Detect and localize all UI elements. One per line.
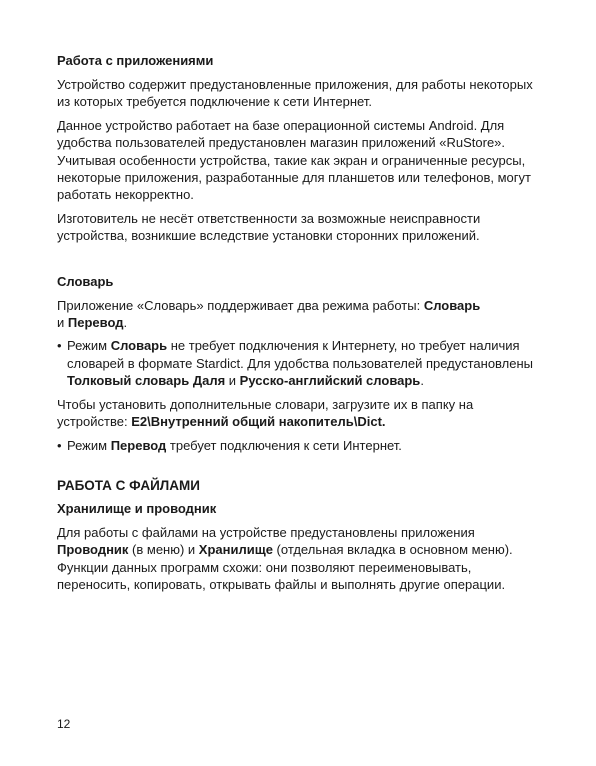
bold-term: Проводник — [57, 542, 129, 558]
text: Режим — [67, 338, 111, 354]
apps-paragraph-3: Изготовитель не несёт ответственности за возможные неисправности устройства, возникшие вследствие установки сторонних приложений. — [57, 210, 481, 244]
files-heading: Хранилище и проводник — [57, 500, 217, 516]
list-item — [57, 437, 547, 454]
dictionary-mode-list-2 — [57, 437, 547, 454]
spacer — [57, 460, 547, 476]
bold-term: Толковый словарь Даля — [67, 373, 226, 389]
bold-term: Словарь — [423, 297, 481, 313]
apps-paragraph-2: Данное устройство работает на базе операционной системы Android. Для удобства пользователей предустановлен магазин приложений «RuStore». Учитывая особенности устройства, такие как экран и ограниченные ресурсы, некоторые приложения, разработанные для планшетов или телефонов, могут работать некорректно. — [57, 117, 531, 203]
text: Чтобы установить дополнительные словари, загрузите их в папку на устройстве: — [57, 396, 474, 430]
spacer — [57, 251, 547, 273]
page-number: 12 — [57, 717, 71, 731]
bold-term: Словарь — [110, 338, 168, 354]
bold-term: Хранилище — [198, 542, 273, 558]
text: Приложение «Словарь» поддерживает два режима работы: — [57, 297, 424, 313]
dictionary-intro: Приложение «Словарь» поддерживает два режима работы: Словарь и Перевод. — [57, 297, 481, 331]
text: и — [225, 373, 240, 389]
apps-paragraph-1: Устройство содержит предустановленные приложения, для работы некоторых из которых требуется подключение к сети Интернет. — [57, 77, 533, 110]
dictionary-mode-list — [57, 337, 547, 389]
folder-path: E2\Внутренний общий накопитель\Dict. — [131, 414, 386, 430]
text: . — [420, 373, 424, 389]
dictionary-heading: Словарь — [57, 273, 114, 289]
files-title: РАБОТА С ФАЙЛАМИ — [57, 477, 200, 493]
dictionary-install-note — [57, 396, 547, 431]
bold-term: Перевод — [67, 315, 124, 331]
files-paragraph — [57, 524, 547, 594]
apps-section — [57, 52, 547, 245]
files-section — [57, 476, 547, 594]
text: требует подключения к сети Интернет. — [166, 437, 402, 453]
text: (отдельная вкладка в основном меню). Функции данных программ схожи: они позволяют переименовывать, переносить, копировать, открывать файлы и выполнять другие операции. — [57, 542, 513, 593]
manual-page — [57, 52, 547, 600]
list-item — [57, 337, 547, 389]
bold-term: Русско-английский словарь — [239, 373, 421, 389]
text: Для работы с файлами на устройстве предустановлены приложения — [57, 524, 475, 540]
apps-heading: Работа с приложениями — [57, 53, 214, 68]
text: Режим — [67, 437, 111, 453]
text: (в меню) и — [128, 542, 199, 558]
text: . — [123, 315, 128, 331]
dictionary-section — [57, 273, 547, 454]
text: не требует подключения к Интернету, но требует наличия словарей в формате Stardict. Для удобства пользователей предустановлены — [67, 338, 534, 371]
bold-term: Перевод — [110, 437, 167, 453]
